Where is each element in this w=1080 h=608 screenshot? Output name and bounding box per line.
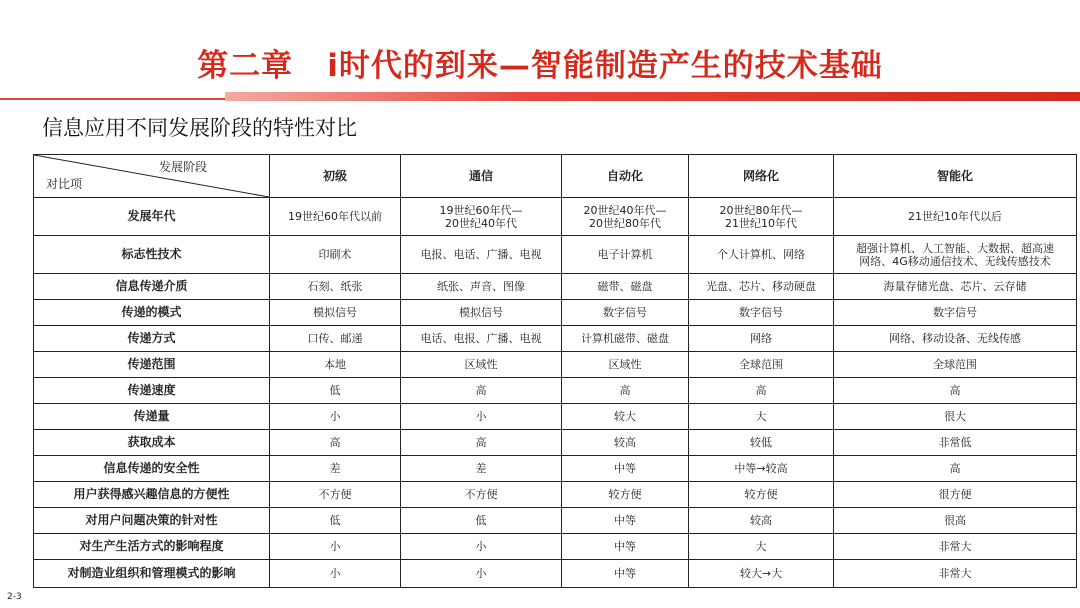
table-cell: 不方便: [270, 482, 401, 508]
table-cell: 电子计算机: [562, 236, 689, 274]
table-cell: 纸张、声音、图像: [401, 274, 562, 300]
table-cell: 全球范围: [689, 352, 834, 378]
column-header: 网络化: [689, 155, 834, 198]
table-cell: 低: [401, 508, 562, 534]
table-cell: 非常低: [834, 430, 1077, 456]
row-label: 对制造业组织和管理模式的影响: [34, 560, 270, 588]
comparison-table: [33, 154, 1077, 588]
row-label: 获取成本: [34, 430, 270, 456]
table-cell: 超强计算机、人工智能、大数据、超高速 网络、4G移动通信技术、无线传感技术: [834, 236, 1077, 274]
table-cell: 中等: [562, 456, 689, 482]
row-label: 对用户问题决策的针对性: [34, 508, 270, 534]
row-label: 信息传递的安全性: [34, 456, 270, 482]
table-cell: 数字信号: [689, 300, 834, 326]
table-cell: 19世纪60年代— 20世纪40年代: [401, 198, 562, 236]
row-label: 用户获得感兴趣信息的方便性: [34, 482, 270, 508]
table-cell: 很大: [834, 404, 1077, 430]
table-cell: 区域性: [562, 352, 689, 378]
table-cell: 低: [270, 378, 401, 404]
table-cell: 模拟信号: [270, 300, 401, 326]
table-cell: 小: [401, 560, 562, 588]
row-label: 标志性技术: [34, 236, 270, 274]
table-cell: 计算机磁带、磁盘: [562, 326, 689, 352]
table-row: [34, 300, 1077, 326]
table-cell: 较大→大: [689, 560, 834, 588]
table-cell: 中等: [562, 534, 689, 560]
table-row: [34, 236, 1077, 274]
item-axis-label: 对比项: [46, 177, 83, 191]
table-cell: 海量存储光盘、芯片、云存储: [834, 274, 1077, 300]
table-cell: 小: [401, 404, 562, 430]
table-cell: 光盘、芯片、移动硬盘: [689, 274, 834, 300]
table-row: [34, 274, 1077, 300]
table-cell: 差: [401, 456, 562, 482]
table-cell: 石刻、纸张: [270, 274, 401, 300]
table-cell: 小: [401, 534, 562, 560]
table-cell: 非常大: [834, 534, 1077, 560]
table-cell: 较高: [689, 508, 834, 534]
table-cell: 20世纪40年代— 20世纪80年代: [562, 198, 689, 236]
row-label: 传递速度: [34, 378, 270, 404]
table-cell: 非常大: [834, 560, 1077, 588]
table-cell: 印刷术: [270, 236, 401, 274]
table-cell: 数字信号: [834, 300, 1077, 326]
table-cell: 口传、邮递: [270, 326, 401, 352]
row-label: 传递的模式: [34, 300, 270, 326]
page-number: 2-3: [7, 592, 22, 602]
table-cell: 磁带、磁盘: [562, 274, 689, 300]
table-row: [34, 198, 1077, 236]
table-row: [34, 430, 1077, 456]
table-header-row: [34, 155, 1077, 198]
table-cell: 本地: [270, 352, 401, 378]
table-row: [34, 326, 1077, 352]
table-cell: 高: [834, 378, 1077, 404]
table-cell: 较低: [689, 430, 834, 456]
table-cell: 小: [270, 560, 401, 588]
column-header: 通信: [401, 155, 562, 198]
table-cell: 个人计算机、网络: [689, 236, 834, 274]
column-header: 自动化: [562, 155, 689, 198]
table-cell: 区域性: [401, 352, 562, 378]
row-label: 传递方式: [34, 326, 270, 352]
table-cell: 网络、移动设备、无线传感: [834, 326, 1077, 352]
row-label: 传递量: [34, 404, 270, 430]
slide-subtitle: 信息应用不同发展阶段的特性对比: [42, 116, 357, 140]
table-row: [34, 456, 1077, 482]
table-cell: 高: [689, 378, 834, 404]
diagonal-header-cell: [34, 155, 270, 198]
chapter-title: [0, 40, 1080, 85]
table-cell: 电报、电话、广播、电视: [401, 236, 562, 274]
table-row: [34, 404, 1077, 430]
table-row: [34, 378, 1077, 404]
table-cell: 高: [401, 430, 562, 456]
table-row: [34, 508, 1077, 534]
table-cell: 小: [270, 404, 401, 430]
table-cell: 中等: [562, 560, 689, 588]
table-cell: 20世纪80年代— 21世纪10年代: [689, 198, 834, 236]
table-cell: 全球范围: [834, 352, 1077, 378]
row-label: 发展年代: [34, 198, 270, 236]
table-cell: 高: [401, 378, 562, 404]
table-cell: 不方便: [401, 482, 562, 508]
table-cell: 数字信号: [562, 300, 689, 326]
row-label: 传递范围: [34, 352, 270, 378]
table-row: [34, 560, 1077, 588]
table-cell: 很方便: [834, 482, 1077, 508]
table-cell: 模拟信号: [401, 300, 562, 326]
table-cell: 很高: [834, 508, 1077, 534]
table-cell: 高: [562, 378, 689, 404]
row-label: 对生产生活方式的影响程度: [34, 534, 270, 560]
table-cell: 低: [270, 508, 401, 534]
row-label: 信息传递介质: [34, 274, 270, 300]
table-cell: 差: [270, 456, 401, 482]
table-cell: 中等→较高: [689, 456, 834, 482]
table-cell: 网络: [689, 326, 834, 352]
chapter-label: 第二章: [197, 48, 294, 84]
table-cell: 21世纪10年代以后: [834, 198, 1077, 236]
table-cell: 较大: [562, 404, 689, 430]
table-cell: 小: [270, 534, 401, 560]
table-cell: 中等: [562, 508, 689, 534]
stage-axis-label: 发展阶段: [158, 160, 207, 174]
table-cell: 高: [270, 430, 401, 456]
table-row: [34, 482, 1077, 508]
table-cell: 较高: [562, 430, 689, 456]
table-cell: 较方便: [689, 482, 834, 508]
table-cell: 19世纪60年代以前: [270, 198, 401, 236]
table-cell: 大: [689, 404, 834, 430]
table-cell: 电话、电报、广播、电视: [401, 326, 562, 352]
table-row: [34, 534, 1077, 560]
header-divider: [0, 92, 1080, 101]
table-cell: 较方便: [562, 482, 689, 508]
table-row: [34, 352, 1077, 378]
column-header: 初级: [270, 155, 401, 198]
table-cell: 大: [689, 534, 834, 560]
column-header: 智能化: [834, 155, 1077, 198]
table-cell: 高: [834, 456, 1077, 482]
chapter-heading: i时代的到来—智能制造产生的技术基础: [327, 48, 883, 84]
